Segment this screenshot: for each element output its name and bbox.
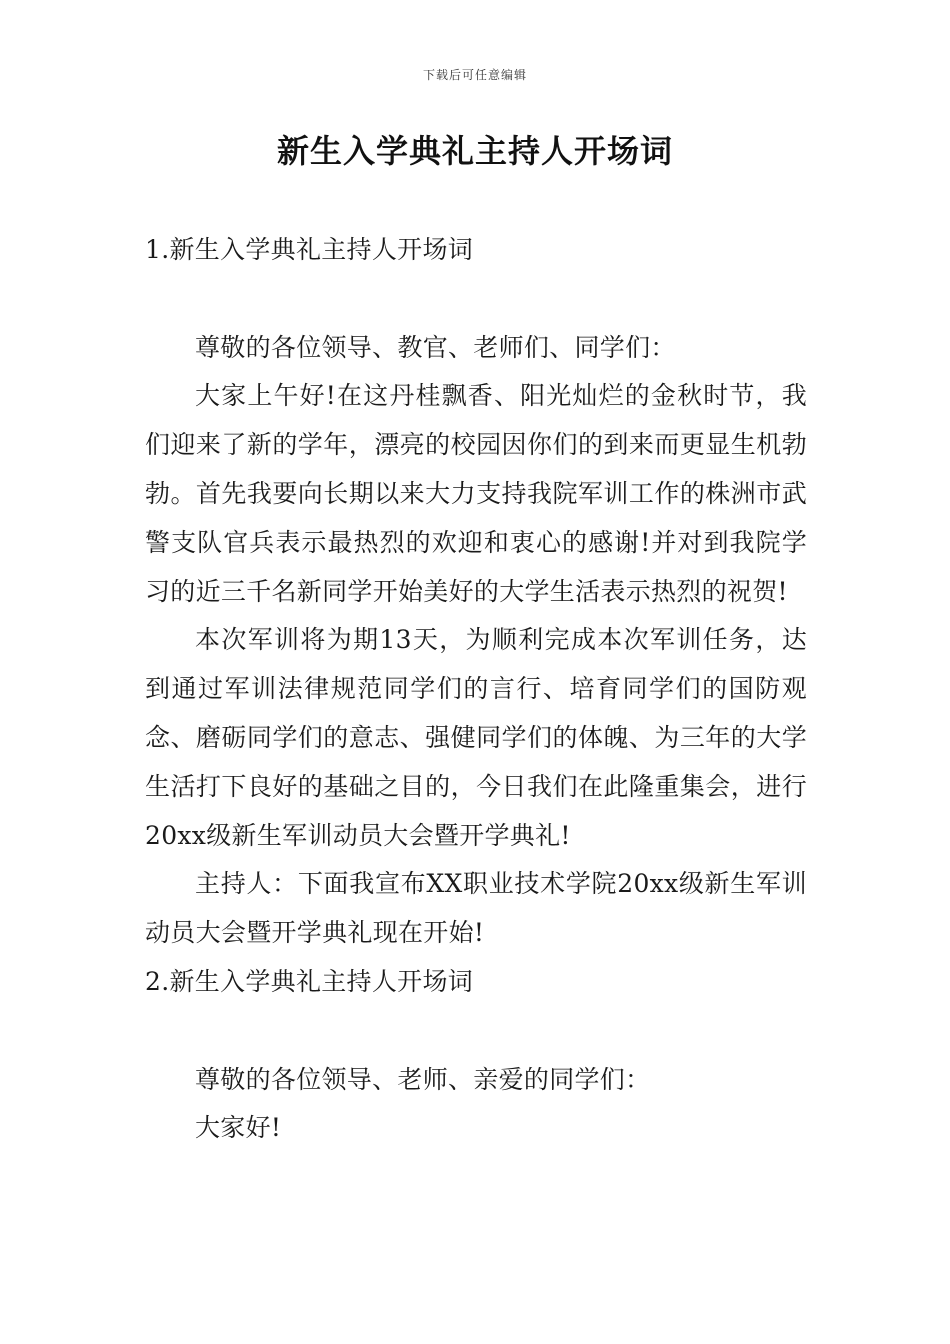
section-spacer xyxy=(145,275,807,324)
document-body xyxy=(145,226,807,1153)
paragraph-host-announcement: 主持人：下面我宣布XX职业技术学院20xx级新生军训动员大会暨开学典礼现在开始! xyxy=(145,869,807,948)
header-note: 下载后可任意编辑 xyxy=(422,68,527,82)
paragraph-hello: 大家好! xyxy=(195,1113,282,1143)
section-spacer xyxy=(145,1007,807,1056)
paragraph-military-training: 本次军训将为期13天，为顺利完成本次军训任务，达到通过军训法律规范同学们的言行、培育同学们的国防观念、磨砺同学们的意志、强健同学们的体魄、为三年的大学生活打下良好的基础之目的，今日我们在此隆重集会，进行20xx级新生军训动员大会暨开学典礼! xyxy=(145,625,807,850)
salutation-2: 尊敬的各位领导、老师、亲爱的同学们： xyxy=(195,1064,651,1094)
salutation-1: 尊敬的各位领导、教官、老师们、同学们： xyxy=(195,332,676,362)
section-heading-1: 1.新生入学典礼主持人开场词 xyxy=(145,235,474,264)
paragraph-greeting: 大家上午好!在这丹桂飘香、阳光灿烂的金秋时节，我们迎来了新的学年，漂亮的校园因你们的到来而更显生机勃勃。首先我要向长期以来大力支持我院军训工作的株洲市武警支队官兵表示最热烈的欢迎和衷心的感谢!并对到我院学习的近三千名新同学开始美好的大学生活表示热烈的祝贺! xyxy=(145,381,807,606)
page-title: 新生入学典礼主持人开场词 xyxy=(276,132,673,170)
section-heading-2: 2.新生入学典礼主持人开场词 xyxy=(145,966,474,996)
